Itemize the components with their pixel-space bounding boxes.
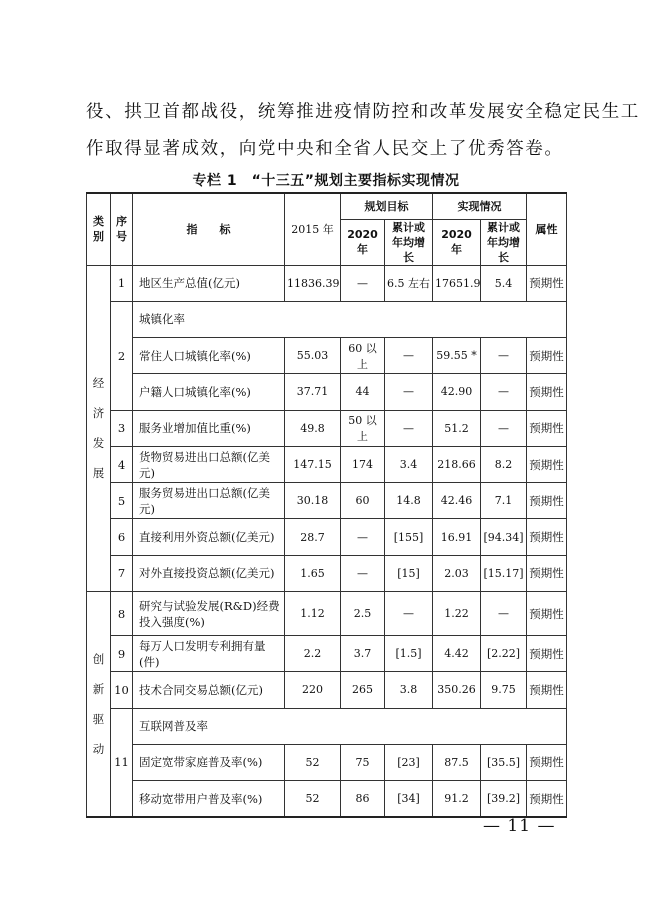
row-2015: 147.15	[285, 446, 341, 482]
header-plan-growth: 累计或年均增长	[385, 219, 433, 265]
row-plan-growth: 3.4	[385, 446, 433, 482]
row-2015: 55.03	[285, 338, 341, 374]
row-2015: 1.12	[285, 592, 341, 636]
row-actual-growth: —	[481, 338, 527, 374]
row-subheading: 互联网普及率	[133, 708, 567, 744]
header-plan-target: 规划目标	[341, 193, 433, 219]
row-actual-2020: 16.91	[433, 519, 481, 555]
row-plan-2020: 174	[341, 446, 385, 482]
row-subheading: 城镇化率	[133, 301, 567, 337]
row-2015: 1.65	[285, 555, 341, 591]
row-actual-growth: —	[481, 592, 527, 636]
table-row	[87, 519, 567, 555]
row-2015: 52	[285, 744, 341, 780]
row-2015: 49.8	[285, 410, 341, 446]
paragraph-line-1: 役、拱卫首都战役，统筹推进疫情防控和改革发展安全稳定民生工	[86, 102, 640, 122]
row-actual-growth: [94.34]	[481, 519, 527, 555]
row-attribute: 预期性	[527, 555, 567, 591]
row-seq: 10	[111, 672, 133, 708]
header-plan-2020: 2020 年	[341, 219, 385, 265]
row-indicator: 地区生产总值(亿元)	[133, 265, 285, 301]
row-seq: 5	[111, 483, 133, 519]
table-row	[87, 301, 567, 337]
table-row	[87, 672, 567, 708]
row-attribute: 预期性	[527, 446, 567, 482]
paragraph-line-2: 作取得显著成效，向党中央和全省人民交上了优秀答卷。	[86, 139, 564, 159]
row-plan-2020: 2.5	[341, 592, 385, 636]
row-attribute: 预期性	[527, 374, 567, 410]
row-plan-growth: —	[385, 410, 433, 446]
row-attribute: 预期性	[527, 592, 567, 636]
row-indicator: 研究与试验发展(R&D)经费投入强度(%)	[133, 592, 285, 636]
page-number: — 11 —	[483, 816, 556, 836]
category-innovation: 创 新 驱 动	[87, 592, 111, 817]
row-actual-2020: 2.03	[433, 555, 481, 591]
row-indicator: 移动宽带用户普及率(%)	[133, 781, 285, 817]
row-attribute: 预期性	[527, 672, 567, 708]
row-actual-2020: 350.26	[433, 672, 481, 708]
table-row	[87, 744, 567, 780]
table-row	[87, 708, 567, 744]
row-actual-2020: 218.66	[433, 446, 481, 482]
row-indicator: 技术合同交易总额(亿元)	[133, 672, 285, 708]
row-actual-growth: 7.1	[481, 483, 527, 519]
table-row	[87, 265, 567, 301]
row-actual-growth: [35.5]	[481, 744, 527, 780]
row-seq: 9	[111, 636, 133, 672]
row-attribute: 预期性	[527, 483, 567, 519]
row-indicator: 服务业增加值比重(%)	[133, 410, 285, 446]
header-actual: 实现情况	[433, 193, 527, 219]
row-actual-growth: [2.22]	[481, 636, 527, 672]
table-row	[87, 374, 567, 410]
row-seq: 1	[111, 265, 133, 301]
row-actual-2020: 87.5	[433, 744, 481, 780]
row-indicator: 户籍人口城镇化率(%)	[133, 374, 285, 410]
category-economic: 经 济 发 展	[87, 265, 111, 592]
row-indicator: 固定宽带家庭普及率(%)	[133, 744, 285, 780]
row-2015: 28.7	[285, 519, 341, 555]
row-plan-2020: 60	[341, 483, 385, 519]
row-seq: 11	[111, 708, 133, 817]
row-attribute: 预期性	[527, 338, 567, 374]
row-attribute: 预期性	[527, 781, 567, 817]
row-plan-growth: —	[385, 592, 433, 636]
header-seq: 序号	[111, 193, 133, 265]
table-row	[87, 781, 567, 817]
row-actual-2020: 42.46	[433, 483, 481, 519]
row-indicator: 货物贸易进出口总额(亿美元)	[133, 446, 285, 482]
table-row	[87, 338, 567, 374]
row-2015: 37.71	[285, 374, 341, 410]
row-plan-2020: 50 以上	[341, 410, 385, 446]
header-attribute: 属性	[527, 193, 567, 265]
row-actual-2020: 59.55 *	[433, 338, 481, 374]
header-row-1	[87, 193, 567, 219]
row-2015: 2.2	[285, 636, 341, 672]
row-attribute: 预期性	[527, 519, 567, 555]
table-row	[87, 636, 567, 672]
row-attribute: 预期性	[527, 636, 567, 672]
row-seq: 2	[111, 301, 133, 410]
row-indicator: 服务贸易进出口总额(亿美元)	[133, 483, 285, 519]
row-actual-2020: 51.2	[433, 410, 481, 446]
row-actual-2020: 1.22	[433, 592, 481, 636]
row-plan-growth: [1.5]	[385, 636, 433, 672]
row-plan-2020: —	[341, 519, 385, 555]
header-category: 类别	[87, 193, 111, 265]
indicator-table	[86, 192, 567, 818]
row-plan-2020: 60 以上	[341, 338, 385, 374]
row-indicator: 对外直接投资总额(亿美元)	[133, 555, 285, 591]
row-attribute: 预期性	[527, 265, 567, 301]
row-actual-growth: [39.2]	[481, 781, 527, 817]
row-plan-2020: 3.7	[341, 636, 385, 672]
table-row	[87, 592, 567, 636]
row-plan-growth: —	[385, 374, 433, 410]
row-seq: 7	[111, 555, 133, 591]
row-plan-growth: 3.8	[385, 672, 433, 708]
row-plan-2020: 86	[341, 781, 385, 817]
row-plan-2020: 75	[341, 744, 385, 780]
body-paragraph	[86, 94, 640, 168]
row-actual-growth: 5.4	[481, 265, 527, 301]
row-plan-growth: [15]	[385, 555, 433, 591]
row-actual-growth: 8.2	[481, 446, 527, 482]
row-actual-2020: 42.90	[433, 374, 481, 410]
row-actual-2020: 4.42	[433, 636, 481, 672]
row-2015: 220	[285, 672, 341, 708]
row-plan-2020: 44	[341, 374, 385, 410]
row-indicator: 每万人口发明专利拥有量(件)	[133, 636, 285, 672]
row-seq: 3	[111, 410, 133, 446]
row-2015: 30.18	[285, 483, 341, 519]
row-2015: 11836.39	[285, 265, 341, 301]
row-attribute: 预期性	[527, 744, 567, 780]
row-plan-growth: [23]	[385, 744, 433, 780]
row-plan-growth: [155]	[385, 519, 433, 555]
row-plan-2020: 265	[341, 672, 385, 708]
row-indicator: 直接利用外资总额(亿美元)	[133, 519, 285, 555]
row-actual-2020: 17651.9	[433, 265, 481, 301]
table-row	[87, 410, 567, 446]
row-plan-growth: [34]	[385, 781, 433, 817]
header-2015: 2015 年	[285, 193, 341, 265]
header-indicator: 指 标	[133, 193, 285, 265]
row-seq: 8	[111, 592, 133, 636]
table-row	[87, 446, 567, 482]
row-actual-growth: [15.17]	[481, 555, 527, 591]
table-title: 专栏 1 “十三五”规划主要指标实现情况	[192, 173, 460, 189]
row-plan-growth: —	[385, 338, 433, 374]
table-row	[87, 483, 567, 519]
row-2015: 52	[285, 781, 341, 817]
row-actual-growth: —	[481, 374, 527, 410]
row-actual-growth: —	[481, 410, 527, 446]
row-plan-growth: 14.8	[385, 483, 433, 519]
row-attribute: 预期性	[527, 410, 567, 446]
row-actual-2020: 91.2	[433, 781, 481, 817]
row-indicator: 常住人口城镇化率(%)	[133, 338, 285, 374]
row-actual-growth: 9.75	[481, 672, 527, 708]
row-plan-2020: —	[341, 265, 385, 301]
row-seq: 4	[111, 446, 133, 482]
row-plan-growth: 6.5 左右	[385, 265, 433, 301]
table-row	[87, 555, 567, 591]
row-plan-2020: —	[341, 555, 385, 591]
header-actual-2020: 2020 年	[433, 219, 481, 265]
row-seq: 6	[111, 519, 133, 555]
header-actual-growth: 累计或年均增长	[481, 219, 527, 265]
